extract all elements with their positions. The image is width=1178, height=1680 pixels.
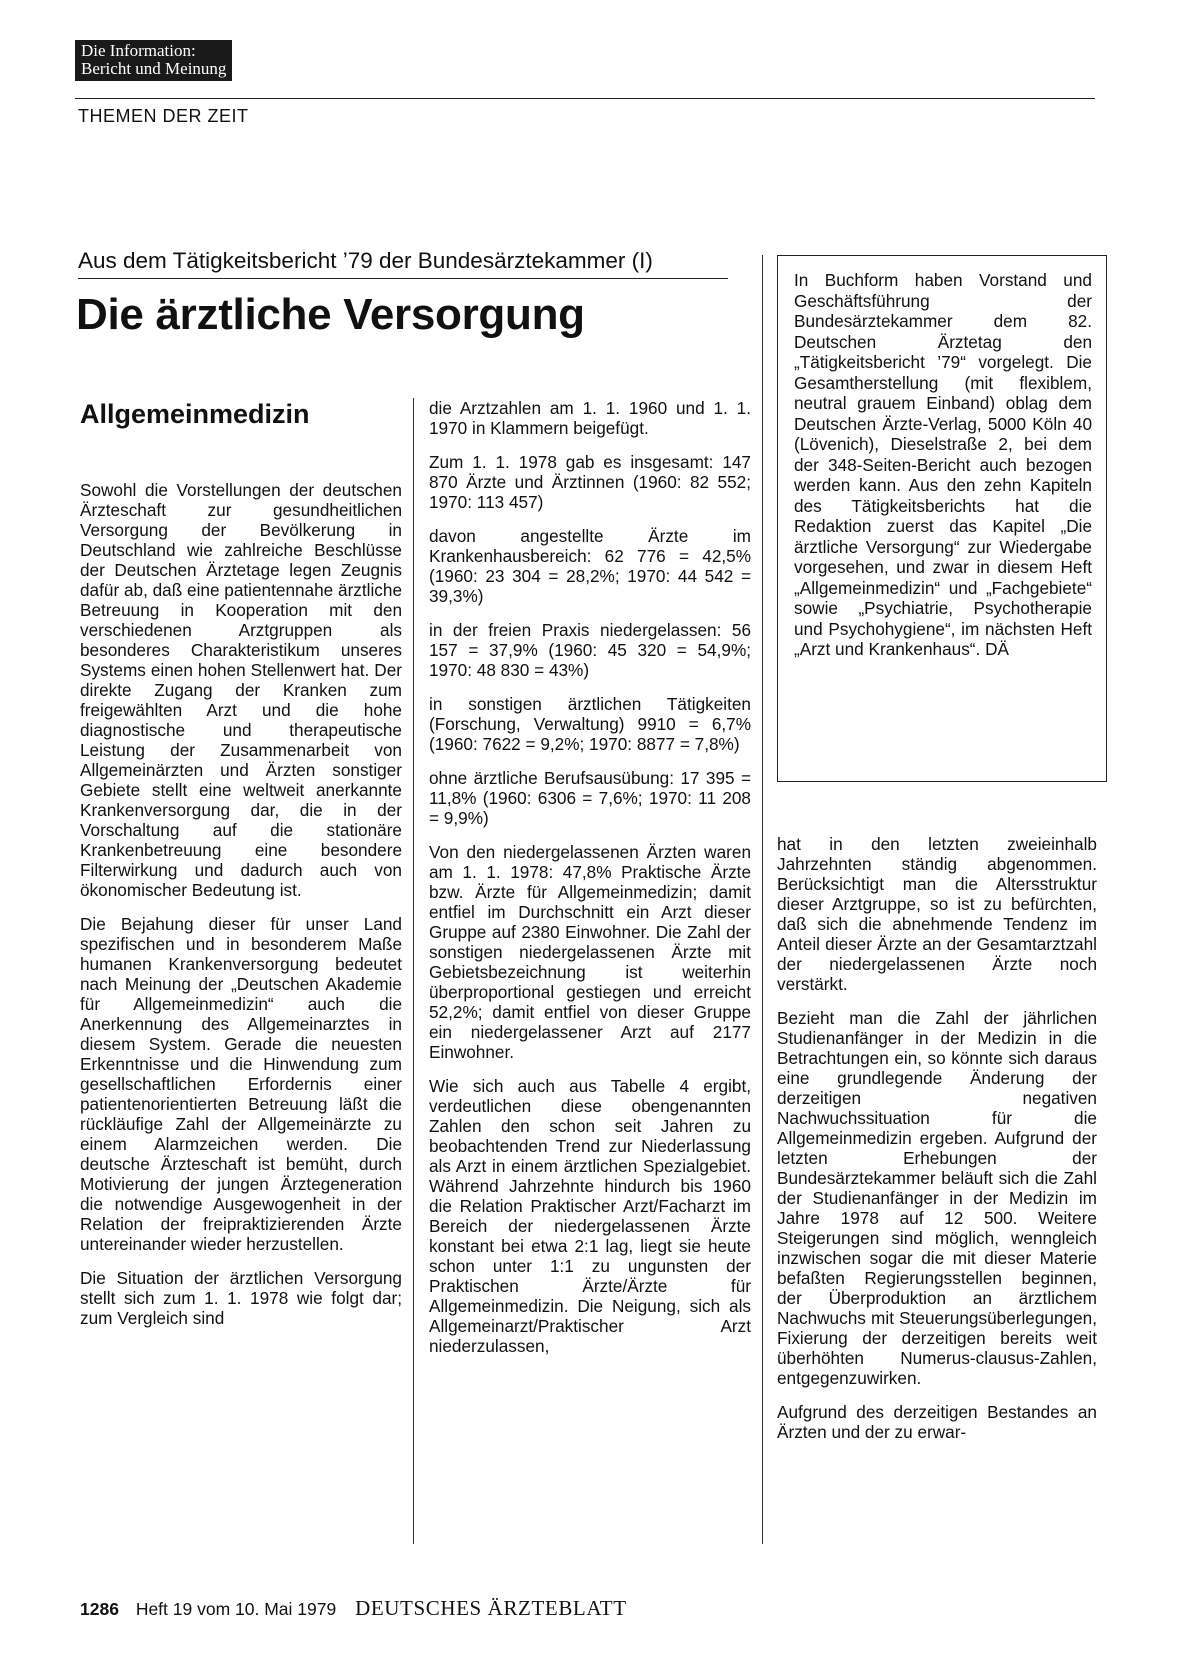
paragraph: Aufgrund des derzeitigen Bestandes an Ärzten und der zu erwar- [777,1402,1097,1442]
paragraph: Die Situation der ärztlichen Versorgung stellt sich zum 1. 1. 1978 wie folgt dar; zum Vergleich sind [80,1268,402,1328]
section-badge [75,40,232,81]
header-rule [75,98,1095,99]
paragraph: Sowohl die Vorstellungen der deutschen Ärzteschaft zur gesundheitlichen Versorgung der Bevölkerung in Deutschland wie zahlreiche Beschlüsse der Deutschen Ärztetage legen Zeugnis dafür ab, daß eine patientennahe ärztliche Betreuung in Kooperation mit den verschiedenen Arztgruppen als besonderes Charakteristikum unseres Systems einen hohen Stellenwert hat. Der direkte Zugang der Kranken zum freigewählten Arzt und die hohe diagnostische und therapeutische Leistung der Zusammenarbeit von Allgemeinärzten und Ärzten sonstiger Gebiete stellt eine weltweit anerkannte Krankenversorgung dar, die in der Vorschaltung auf die stationäre Krankenbetreuung eine besondere Filterwirkung und dadurch auch von ökonomischer Bedeutung ist. [80,480,403,900]
paragraph: hat in den letzten zweieinhalb Jahrzehnten ständig abgenommen. Berücksichtigt man die Altersstruktur dieser Arztgruppe, so ist zu befürchten, daß sich die abnehmende Tendenz im Anteil dieser Ärzte an der Gesamtarztzahl der niedergelassenen Ärzte noch verstärkt. [777,834,1097,994]
badge-line-2: Bericht und Meinung [81,59,227,78]
column-divider [413,398,414,1544]
issue-info: Heft 19 vom 10. Mai 1979 [135,1599,337,1619]
paragraph: ohne ärztliche Berufsausübung: 17 395 = 11,8% (1960: 6306 = 7,6%; 1970: 11 208 = 9,9%) [429,768,751,828]
paragraph: in der freien Praxis niedergelassen: 56 157 = 37,9% (1960: 45 320 = 54,9%; 1970: 48 830 = 43%) [429,620,751,680]
info-box [777,255,1107,782]
page-number: 1286 [80,1599,119,1619]
page-footer [80,1596,627,1621]
article-subhead: Allgemeinmedizin [80,399,310,429]
article-headline: Die ärztliche Versorgung [76,290,585,339]
section-label: THEMEN DER ZEIT [78,106,249,126]
paragraph: Bezieht man die Zahl der jährlichen Studienanfänger in der Medizin in die Betrachtungen ein, so könnte sich daraus eine grundlegende Änderung der derzeitigen negativen Nachwuchssituation für die Allgemeinmedizin ergeben. Aufgrund der letzten Erhebungen der Bundesärztekammer beläuft sich die Zahl der Studienanfänger in der Medizin im Jahre 1978 auf 12 500. Weitere Steigerungen sind möglich, wenngleich inzwischen sogar die mit dieser Materie befaßten Regierungsstellen beginnen, der Überproduktion an ärztlichem Nachwuchs mit Steuerungsüberlegungen, Fixierung der derzeitigen bereits weit überhöhten Numerus-clausus-Zahlen, entgegenzuwirken. [777,1008,1097,1388]
kicker-rule [78,278,728,279]
publication-name: DEUTSCHES ÄRZTEBLATT [355,1596,627,1620]
info-box-text: In Buchform haben Vorstand und Geschäftsführung der Bundesärztekammer dem 82. Deutschen Ärztetag den „Tätigkeitsbericht ’79“ vorgelegt. Die Gesamtherstellung (mit flexiblem, neutral grauem Einband) oblag dem Deutschen Ärzte-Verlag, 5000 Köln 40 (Lövenich), Dieselstraße 2, bei dem der 348-Seiten-Bericht auch bezogen werden kann. Aus den zehn Kapiteln des Tätigkeitsberichts hat die Redaktion zuerst das Kapitel „Die ärztliche Versorgung“ zur Wiedergabe vorgesehen, und zwar in diesem Heft „Allgemeinmedizin“ und „Fachgebiete“ sowie „Psychiatrie, Psychotherapie und Psychohygiene“, im nächsten Heft „Arzt und Krankenhaus“. DÄ [794,270,1092,659]
paragraph: die Arztzahlen am 1. 1. 1960 und 1. 1. 1970 in Klammern beigefügt. [429,398,751,438]
column-1 [80,398,402,1342]
column-2 [429,398,751,1370]
badge-line-1: Die Information: [81,41,196,60]
paragraph: davon angestellte Ärzte im Krankenhausbereich: 62 776 = 42,5% (1960: 23 304 = 28,2%; 1970: 44 542 = 39,3%) [429,526,751,606]
paragraph: Von den niedergelassenen Ärzten waren am 1. 1. 1978: 47,8% Praktische Ärzte bzw. Ärzte für Allgemeinmedizin; damit entfiel im Durchschnitt ein Arzt dieser Gruppe auf 2380 Einwohner. Die Zahl der sonstigen niedergelassenen Ärzte mit Gebietsbezeichnung ist weiterhin überproportional gestiegen und erreicht 52,2%; damit entfiel von dieser Gruppe ein niedergelassener Arzt auf 2177 Einwohner. [429,842,751,1062]
column-3 [777,834,1097,1456]
paragraph: in sonstigen ärztlichen Tätigkeiten (Forschung, Verwaltung) 9910 = 6,7% (1960: 7622 = 9,2%; 1970: 8877 = 7,8%) [429,694,751,754]
paragraph: Wie sich auch aus Tabelle 4 ergibt, verdeutlichen diese obengenannten Zahlen den schon seit Jahren zu beobachtenden Trend zur Niederlassung als Arzt in einem ärztlichen Spezialgebiet. Während Jahrzehnte hindurch bis 1960 die Relation Praktischer Arzt/Facharzt im Bereich der niedergelassenen Ärzte konstant bei etwa 2:1 lag, liegt sie heute schon unter 1:1 zu ungunsten der Praktischen Ärzte/Ärzte für Allgemeinmedizin. Die Neigung, sich als Allgemeinarzt/Praktischer Arzt niederzulassen, [429,1076,751,1356]
column-divider [762,255,763,1544]
article-kicker: Aus dem Tätigkeitsbericht ’79 der Bundesärztekammer (I) [78,248,653,273]
paragraph: Die Bejahung dieser für unser Land spezifischen und in besonderem Maße humanen Krankenversorgung bedeutet nach Meinung der „Deutschen Akademie für Allgemeinmedizin“ auch die Anerkennung des Allgemeinarztes in diesem System. Gerade die neuesten Erkenntnisse und die Hinwendung zum gesellschaftlichen Erfordernis einer patientenorientierten Betreuung läßt die rückläufige Zahl der Allgemeinärzte zu einem Alarmzeichen werden. Die deutsche Ärzteschaft ist bemüht, durch Motivierung der jungen Ärztegeneration die notwendige Ausgewogenheit in der Relation der freipraktizierenden Ärzte untereinander wieder herzustellen. [80,914,402,1254]
paragraph: Zum 1. 1. 1978 gab es insgesamt: 147 870 Ärzte und Ärztinnen (1960: 82 552; 1970: 113 457) [429,452,751,512]
